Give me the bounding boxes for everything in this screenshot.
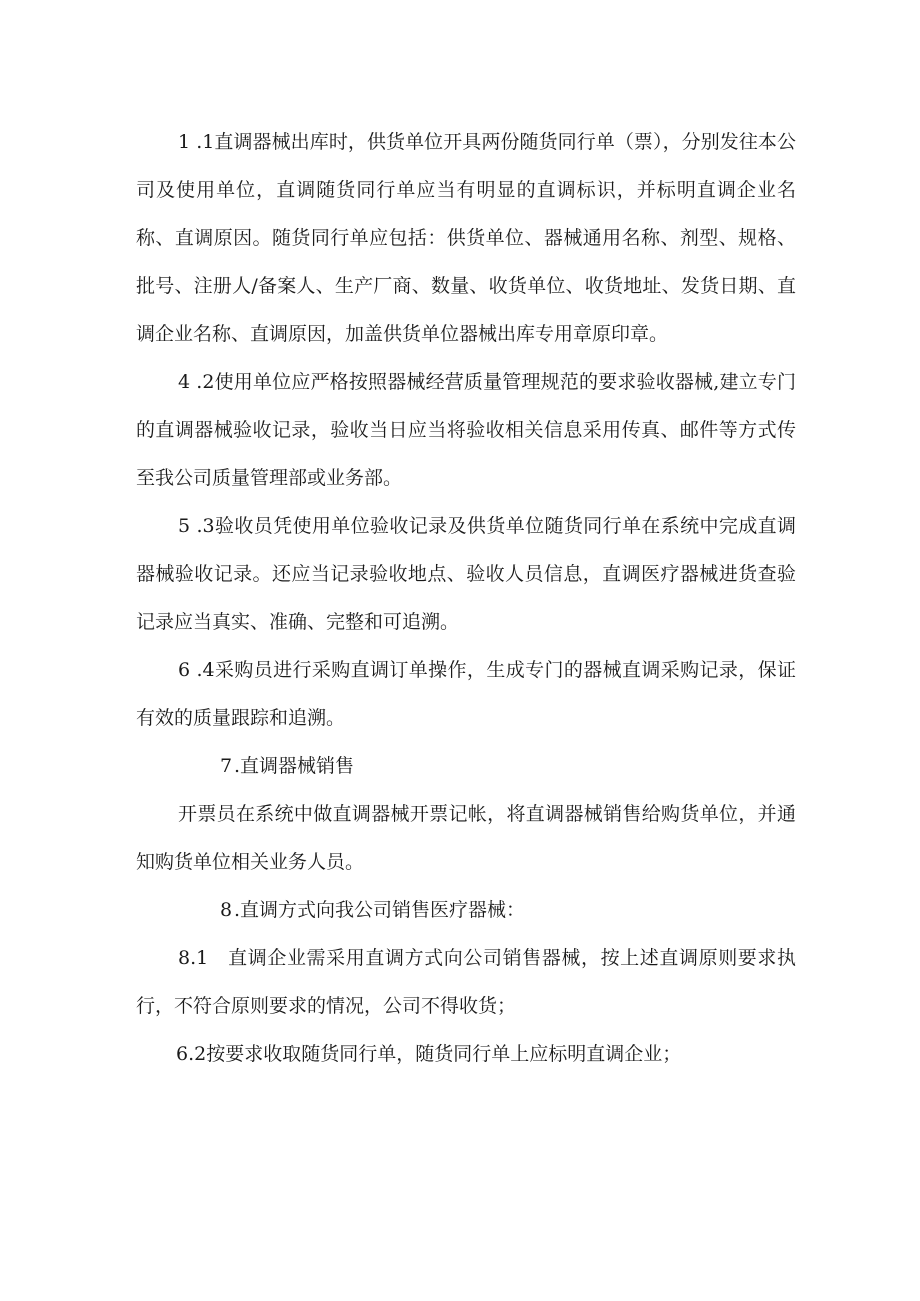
section-title-7: .直调器械销售 xyxy=(234,755,355,777)
paragraph-5-3: 5 .3验收员凭使用单位验收记录及供货单位随货同行单在系统中完成直调器械验收记录。还应当记录验收地点、验收人员信息，直调医疗器械进货查验记录应当真实、准确、完整和可追溯。 xyxy=(136,515,796,633)
paragraph-6-4: 6 .4采购员进行采购直调订单操作，生成专门的器械直调采购记录，保证有效的质量跟踪和追溯。 xyxy=(136,659,796,729)
item-number-8-1: 8.1 xyxy=(178,947,209,969)
section-number-8: 8 xyxy=(220,899,233,921)
paragraph-4-2: 4 .2使用单位应严格按照器械经营质量管理规范的要求验收器械,建立专门的直调器械验收记录，验收当日应当将验收相关信息采用传真、邮件等方式传至我公司质量管理部或业务部。 xyxy=(136,371,796,489)
section-heading-7 xyxy=(136,742,796,790)
paragraph-6-2: 6.2按要求收取随货同行单，随货同行单上应标明直调企业； xyxy=(176,1043,682,1065)
item-text-8-1: 直调企业需采用直调方式向公司销售器械，按上述直调原则要求执行，不符合原则要求的情况，公司不得收货； xyxy=(136,947,796,1017)
section-number-7: 7 xyxy=(220,755,233,777)
paragraph-sales: 开票员在系统中做直调器械开票记帐，将直调器械销售给购货单位，并通知购货单位相关业务人员。 xyxy=(136,803,796,873)
document-body xyxy=(136,118,796,1078)
section-heading-8 xyxy=(136,886,796,934)
paragraph-1-1: 1 .1直调器械出库时，供货单位开具两份随货同行单（票），分别发往本公司及使用单位，直调随货同行单应当有明显的直调标识，并标明直调企业名称、直调原因。随货同行单应包括：供货单位、器械通用名称、剂型、规格、批号、注册人/备案人、生产厂商、数量、收货单位、收货地址、发货日期、直调企业名称、直调原因，加盖供货单位器械出库专用章原印章。 xyxy=(136,131,796,345)
section-title-8: .直调方式向我公司销售医疗器械： xyxy=(234,899,526,921)
paragraph-8-1 xyxy=(136,934,796,1030)
